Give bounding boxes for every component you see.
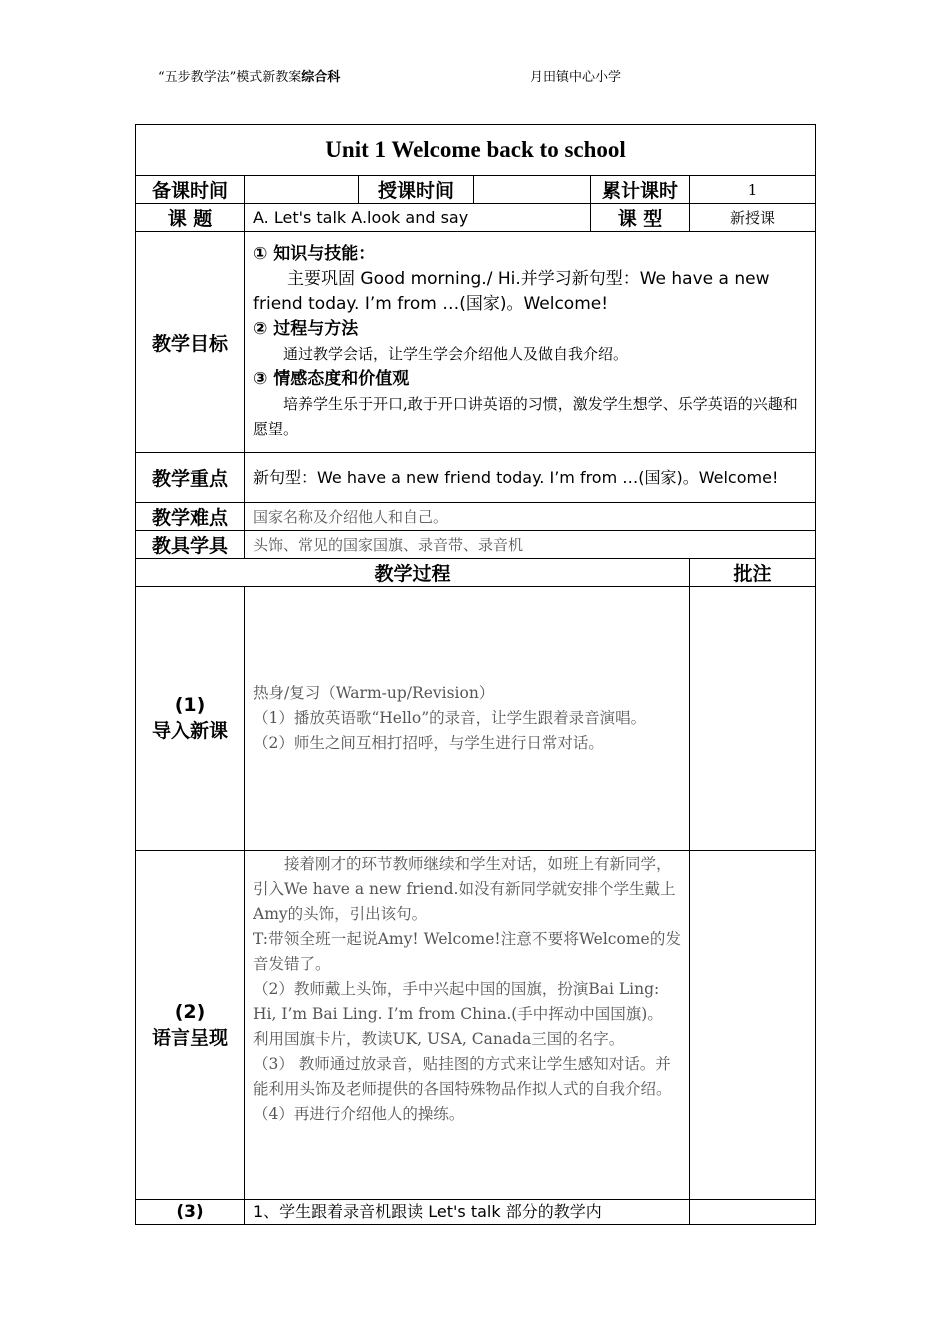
tools-label: 教具学具 (136, 531, 245, 559)
step3-content: 1、学生跟着录音机跟读 Let's talk 部分的教学内 (245, 1200, 690, 1225)
goal3-text: 培养学生乐于开口,敢于开口讲英语的习惯，激发学生想学、乐学英语的兴趣和愿望。 (253, 395, 798, 438)
difficulty-value: 国家名称及介绍他人和自己。 (245, 503, 816, 531)
lesson-plan-table (135, 124, 816, 1225)
key-points-label: 教学重点 (136, 453, 245, 503)
step2-label (136, 851, 245, 1200)
goal2-text: 通过教学会话，让学生学会介绍他人及做自我介绍。 (283, 345, 629, 363)
topic-value: A. Let's talk A.look and say (245, 204, 591, 232)
topic-label: 课 题 (136, 204, 245, 232)
process-header: 教学过程 (136, 559, 690, 587)
header-subject: 综合科 (301, 70, 341, 85)
goals-content (245, 232, 816, 453)
step2-number: (2) (174, 1000, 206, 1023)
step1-label (136, 587, 245, 851)
step2-notes (690, 851, 816, 1200)
header-doc-type: “五步教学法”模式新教案 (158, 70, 302, 85)
step1-name: 导入新课 (151, 720, 228, 742)
step2-line: （2）教师戴上头饰，手中兴起中国的国旗，扮演Bai Ling: (253, 980, 660, 998)
total-periods-value: 1 (690, 176, 816, 204)
page-header-left (158, 66, 340, 85)
step2-content (245, 851, 690, 1200)
goal1-title: ① 知识与技能： (253, 244, 376, 264)
step2-line: 利用国旗卡片，教读UK, USA, Canada三国的名字。 (253, 1030, 625, 1048)
total-periods-label: 累计课时 (591, 176, 690, 204)
difficulty-label: 教学难点 (136, 503, 245, 531)
teach-time-label: 授课时间 (359, 176, 474, 204)
notes-header: 批注 (690, 559, 816, 587)
teach-time-value (474, 176, 591, 204)
step1-line: （1）播放英语歌“Hello”的录音，让学生跟着录音演唱。 (253, 709, 647, 727)
step3-number: (3) (136, 1200, 245, 1225)
lesson-type-label: 课 型 (591, 204, 690, 232)
step1-notes (690, 587, 816, 851)
step3-notes (690, 1200, 816, 1225)
step1-content (245, 587, 690, 851)
step2-name: 语言呈现 (151, 1026, 228, 1049)
tools-value: 头饰、常见的国家国旗、录音带、录音机 (245, 531, 816, 559)
step1-number: (1) (174, 694, 206, 716)
lesson-type-value: 新授课 (690, 204, 816, 232)
goal1-text: 主要巩固 Good morning./ Hi.并学习新句型：We have a new friend today. I’m from …(国家)。Welcome! (253, 269, 770, 314)
lesson-title: Unit 1 Welcome back to school (136, 125, 816, 176)
step2-line: （4）再进行介绍他人的操练。 (253, 1105, 465, 1123)
prep-time-label: 备课时间 (136, 176, 245, 204)
step1-line: （2）师生之间互相打招呼，与学生进行日常对话。 (253, 734, 604, 752)
goals-label: 教学目标 (136, 232, 245, 453)
step2-line: （3） 教师通过放录音，贴挂图的方式来让学生感知对话。并能利用头饰及老师提供的各国特殊物品作拟人式的自我介绍。 (253, 1055, 672, 1098)
step2-line: 接着刚才的环节教师继续和学生对话，如班上有新同学，引入We have a new friend.如没有新同学就安排个学生戴上Amy的头饰，引出该句。 (253, 855, 676, 923)
step2-line: T:带领全班一起说Amy! Welcome!注意不要将Welcome的发音发错了。 (253, 930, 681, 973)
header-school: 月田镇中心小学 (530, 70, 622, 85)
prep-time-value (245, 176, 359, 204)
goal2-title: ② 过程与方法 (253, 319, 359, 339)
key-points-value: 新句型：We have a new friend today. I’m from …(国家)。Welcome! (245, 453, 816, 503)
step2-line: Hi, I’m Bai Ling. I’m from China.(手中挥动中国国旗)。 (253, 1005, 663, 1023)
goal3-title: ③ 情感态度和价值观 (253, 369, 410, 389)
step1-line: 热身/复习（Warm-up/Revision） (253, 684, 495, 702)
